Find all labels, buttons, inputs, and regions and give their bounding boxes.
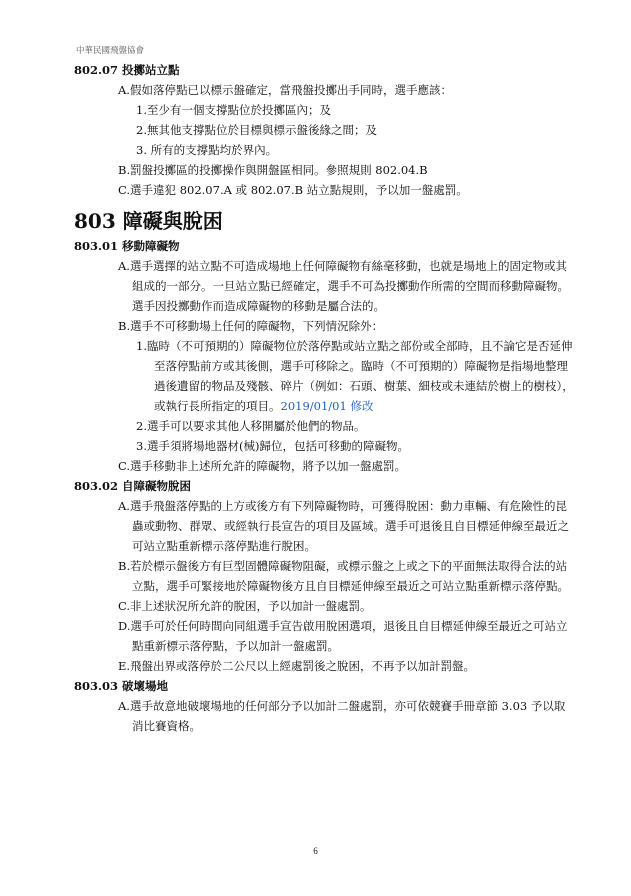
rule-803-01-a: A.選手選擇的站立點不可造成場地上任何障礙物有絲毫移動，也就是場地上的固定物或其組成的一部分。一旦站立點已經確定，選手不可為投擲動作所需的空間而移動障礙物。選手因投擲動作而造成障礙物的移動是屬合法的。 xyxy=(118,259,569,313)
rule-803-01-b-3: 3.選手須將場地器材(械)歸位，包括可移動的障礙物。 xyxy=(136,439,409,453)
rule-803-02-a: A.選手飛盤落停點的上方或後方有下列障礙物時，可獲得脫困：動力車輛、有危險性的昆蟲或動物、群眾、或經執行長宣告的項目及區域。選手可退後且自目標延伸線至最近之可站立點重新標示落停點進行脫困。 xyxy=(118,499,569,553)
section-title-803-01: 803.01 移動障礙物 xyxy=(74,239,180,253)
rule-802-07-c: C.選手違犯 802.07.A 或 802.07.B 站立點規則，予以加一盤處罰。 xyxy=(118,183,468,197)
rule-803-01-c: C.選手移動非上述所允許的障礙物，將予以加一盤處罰。 xyxy=(118,459,407,473)
section-title-802-07: 802.07 投擲站立點 xyxy=(74,63,180,77)
rule-802-07-b: B.罰盤投擲區的投擲操作與開盤區相同。參照規則 802.04.B xyxy=(118,163,428,177)
amendment-note: 2019/01/01 修改 xyxy=(280,399,374,413)
rule-803-01-b-1 xyxy=(74,336,574,416)
rule-802-07-a: A.假如落停點已以標示盤確定，當飛盤投擲出手同時，選手應該： xyxy=(118,83,452,97)
rule-802-07-a-2: 2.無其他支撐點位於目標與標示盤後緣之間；及 xyxy=(136,123,377,137)
page-number: 6 xyxy=(313,846,318,856)
page-content xyxy=(74,60,574,736)
rule-802-07-a-3: 3. 所有的支撐點均於界內。 xyxy=(136,143,278,157)
rule-803-02-e: E.飛盤出界或落停於二公尺以上經處罰後之脫困，不再予以加計罰盤。 xyxy=(118,659,476,673)
section-title-803-03: 803.03 破壞場地 xyxy=(74,679,169,693)
rule-803-01-b-2: 2.選手可以要求其他人移開屬於他們的物品。 xyxy=(136,419,366,433)
rule-803-01-b-1-text: 1.臨時（不可預期的）障礙物位於落停點或站立點之部份或全部時，且不論它是否延伸至落停點前方或其後側，選手可移除之。臨時（不可預期的）障礙物是指場地整理過後遺留的物品及殘骸、碎片（例如：石頭、樹葉、細枝或未連結於樹上的樹枝），或執行長所指定的項目。 xyxy=(136,339,574,413)
rule-803-02-d: D.選手可於任何時間向同組選手宣告啟用脫困選項，退後且自目標延伸線至最近之可站立點重新標示落停點，予以加計一盤處罰。 xyxy=(118,619,568,653)
rule-803-02-b: B.若於標示盤後方有巨型固體障礙物阻礙，或標示盤之上或之下的平面無法取得合法的站立點，選手可緊接地於障礙物後方且自目標延伸線至最近之可站立點重新標示落停點。 xyxy=(118,559,569,593)
document-header: 中華民國飛盤協會 xyxy=(76,46,145,56)
rule-802-07-a-1: 1.至少有一個支撐點位於投擲區內；及 xyxy=(136,103,331,117)
rule-803-03-a: A.選手故意地破壞場地的任何部分予以加計二盤處罰，亦可依競賽手冊章節 3.03 予以取消比賽資格。 xyxy=(118,699,566,733)
rule-803-01-b: B.選手不可移動場上任何的障礙物，下列情況除外： xyxy=(118,319,384,333)
section-title-803-02: 803.02 自障礙物脫困 xyxy=(74,479,192,493)
rule-803-02-c: C.非上述狀況所允許的脫困，予以加計一盤處罰。 xyxy=(118,599,372,613)
chapter-title-803: 803 障礙與脫困 xyxy=(74,209,223,233)
